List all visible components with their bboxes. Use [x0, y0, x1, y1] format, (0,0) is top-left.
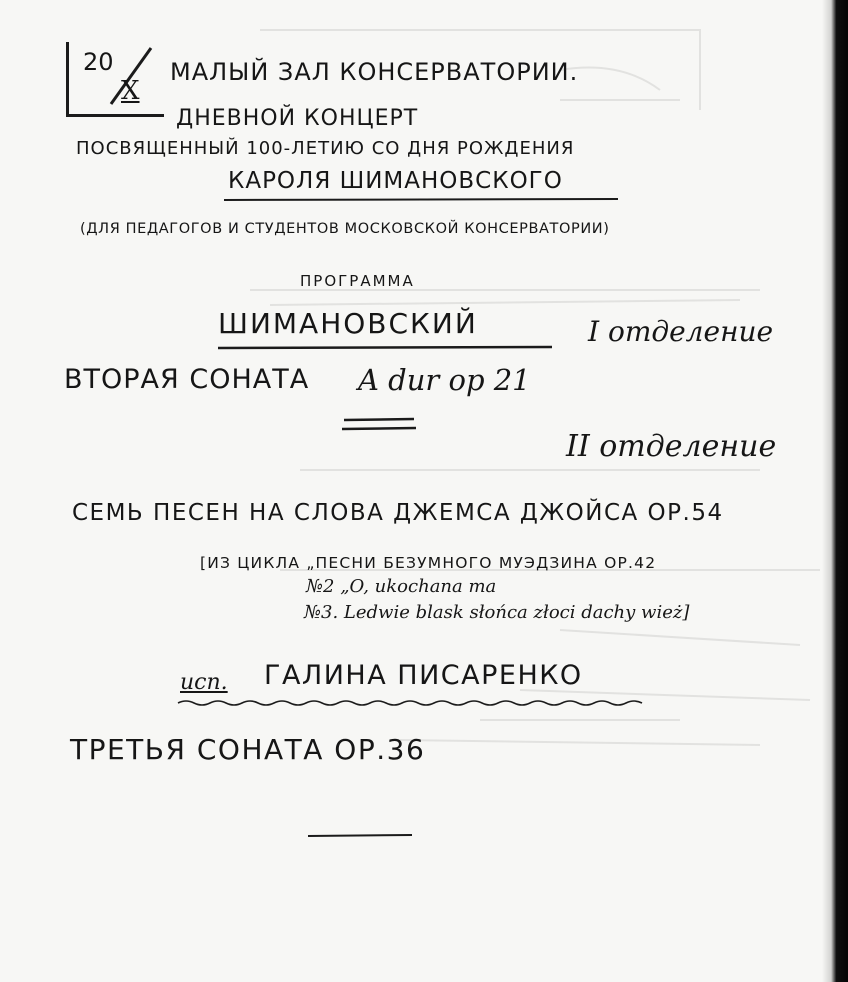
- dedication-line: ПОСВЯЩЕННЫЙ 100-ЛЕТИЮ СО ДНЯ РОЖДЕНИЯ: [76, 138, 575, 159]
- song-3-line: №3. Ledwie blask słońca złoci dachy wież]: [304, 602, 690, 623]
- performer-prefix: исп.: [180, 670, 228, 695]
- date-day: 20: [83, 48, 114, 76]
- page-binding-shadow: [822, 0, 848, 982]
- part-one-label: I отделение: [588, 315, 774, 348]
- part-two-label: II отделение: [566, 429, 777, 464]
- closing-line: [306, 832, 416, 840]
- venue-line: МАЛЫЙ ЗАЛ КОНСЕРВАТОРИИ.: [170, 58, 579, 86]
- program-heading: ПРОГРАММА: [300, 272, 415, 290]
- part-two-work: СЕМЬ ПЕСЕН НА СЛОВА ДЖЕМСА ДЖОЙСА ОР.54: [72, 500, 724, 526]
- concert-date-box: [66, 42, 164, 117]
- composer-name-underline: [222, 196, 622, 204]
- cycle-line: [ИЗ ЦИКЛА „ПЕСНИ БЕЗУМНОГО МУЭДЗИНА ОР.42: [200, 554, 657, 572]
- part-one-work: ВТОРАЯ СОНАТА: [64, 364, 310, 395]
- audience-line: (ДЛЯ ПЕДАГОГОВ И СТУДЕНТОВ МОСКОВСКОЙ КОНСЕРВАТОРИИ): [80, 221, 610, 237]
- part-one-key: A dur op 21: [358, 363, 531, 397]
- composer-name-line: КАРОЛЯ ШИМАНОВСКОГО: [228, 168, 563, 194]
- performer-underline: [176, 698, 656, 708]
- final-work: ТРЕТЬЯ СОНАТА ОР.36: [70, 733, 426, 766]
- performer-name: ГАЛИНА ПИСАРЕНКО: [264, 660, 583, 691]
- date-month: X: [121, 76, 140, 106]
- composer-heading-underline: [216, 344, 556, 352]
- composer-heading: ШИМАНОВСКИЙ: [218, 307, 478, 340]
- song-2-line: №2 „O, ukochana ma: [306, 576, 497, 597]
- part-separator: [340, 416, 420, 436]
- event-line: ДНЕВНОЙ КОНЦЕРТ: [176, 106, 419, 131]
